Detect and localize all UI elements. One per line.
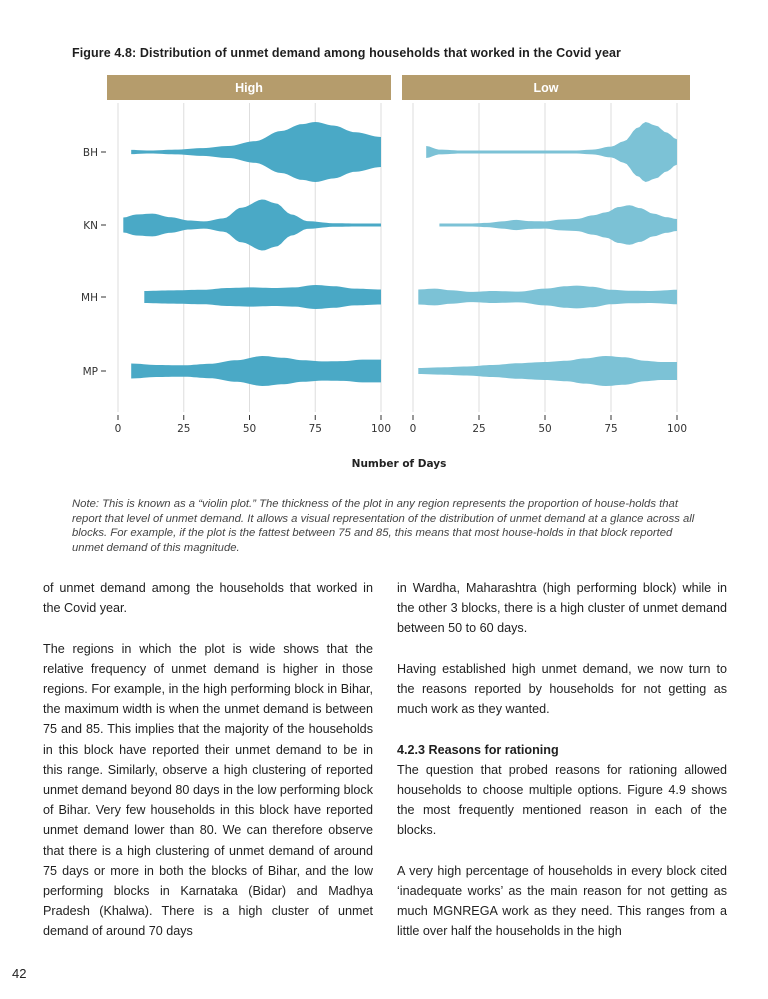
- y-category-label: BH: [82, 147, 98, 159]
- x-tick-label: 100: [370, 423, 392, 435]
- figure-title: Figure 4.8: Distribution of unmet demand among households that worked in the Covid year: [72, 46, 622, 60]
- violin-high-kn: [123, 200, 381, 251]
- body-column-left: [43, 578, 373, 962]
- x-tick-label: 25: [472, 423, 486, 435]
- paragraph: of unmet demand among the households that worked in the Covid year.: [43, 581, 373, 616]
- violin-low-mp: [418, 356, 677, 386]
- violin-low-mh: [418, 286, 677, 309]
- section-heading: 4.2.3 Reasons for rationing: [397, 742, 559, 757]
- x-tick-label: 25: [177, 423, 191, 435]
- violin-low-kn: [439, 205, 677, 245]
- paragraph: in Wardha, Maharashtra (high performing block) while in the other 3 blocks, there is a high cluster of unmet demand between 50 to 60 days.: [397, 581, 727, 636]
- x-tick-label: 50: [538, 423, 552, 435]
- x-tick-label: 75: [308, 423, 322, 435]
- violin-chart: [0, 0, 768, 480]
- x-tick-label: 0: [409, 423, 417, 435]
- x-tick-label: 0: [114, 423, 122, 435]
- x-tick-label: 50: [242, 423, 257, 435]
- paragraph: The regions in which the plot is wide shows that the relative frequency of unmet demand is higher in those regions. For example, in the high performing block in Bihar, the maximum width is when the unmet demand is between 75 and 85. This implies that the majority of the households in this block have reported their unmet demand to be in this range. Similarly, observe a high clustering of reported unmet demand beyond 80 days in the low performing block of Bihar. Very few households in this block have reported unmet demand lower than 80. We can therefore observe that there is a high clustering of unmet demand of around 75 days or more in both the blocks of Bihar, and the low performing blocks in Karnataka (Bidar) and Madhya Pradesh (Khalwa). There is a high cluster of unmet demand of around 70 days: [43, 641, 373, 939]
- violin-high-mp: [131, 356, 381, 386]
- paragraph: The question that probed reasons for rationing allowed households to choose multiple options. Figure 4.9 shows the most frequently mentioned reason in each of the blocks.: [397, 762, 727, 838]
- y-category-label: MH: [81, 292, 98, 304]
- page-number: 42: [12, 966, 27, 981]
- panel-header-label: Low: [533, 81, 559, 95]
- paragraph: A very high percentage of households in every block cited ‘inadequate works’ as the main reason for not getting as much MGNREGA work as they need. This ranges from a little over half the households in the high: [397, 863, 727, 939]
- figure-note: Note: This is known as a “violin plot.” The thickness of the plot in any region represents the proportion of house-holds that report that level of unmet demand. It allows a visual representation of the distribution of unmet demand at a glance across all blocks. For example, if the plot is the fattest between 75 and 85, this means that most house-holds in that block reported unmet demand of this magnitude.: [72, 498, 695, 554]
- violin-high-bh: [131, 122, 381, 182]
- violin-low-bh: [426, 122, 677, 182]
- x-axis-label: Number of Days: [351, 458, 447, 470]
- panel-header-label: High: [235, 81, 263, 95]
- x-tick-label: 75: [604, 423, 618, 435]
- x-tick-label: 100: [666, 423, 688, 435]
- body-column-right: [397, 578, 727, 962]
- paragraph: Having established high unmet demand, we now turn to the reasons reported by households for not getting as much work as they wanted.: [397, 661, 727, 717]
- y-category-label: KN: [83, 220, 98, 232]
- violin-high-mh: [144, 285, 381, 309]
- y-category-label: MP: [82, 366, 98, 378]
